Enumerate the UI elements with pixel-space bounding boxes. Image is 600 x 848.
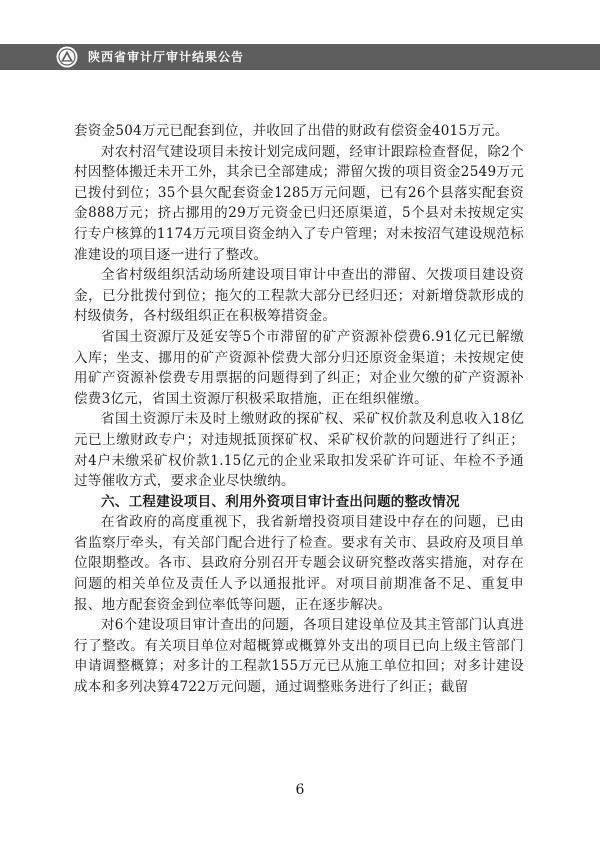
section-heading: 六、工程建设项目、利用外资项目审计查出问题的整改情况 (101, 493, 460, 510)
body-paragraph: 全省村级组织活动场所建设项目审计中查出的滞留、欠拨项目建设资金，已分批拨付到位；拖欠的工程款大部分已经归还；对新增贷款形成的村级债务，各村级组织正在积极筹措资金。 (74, 267, 524, 325)
body-paragraph: 省国土资源厅及延安等5个市滞留的矿产资源补偿费6.91亿元已解缴入库；坐支、挪用的矿产资源补偿费大部分归还原资金渠道；未按规定使用矿产资源补偿费专用票据的问题得到了纠正；对企业欠缴的矿产资源补偿费3亿元，省国土资源厅积极采取措施，正在组织催缴。 (74, 328, 524, 407)
body-paragraph: 省国土资源厅未及时上缴财政的探矿权、采矿权价款及利息收入18亿元已上缴财政专户；对违规抵顶探矿权、采矿权价款的问题进行了纠正；对4户未缴采矿权价款1.15亿元的企业采取扣发采矿许可证、年检不予通过等催收方式，要求企业尽快缴纳。 (74, 411, 524, 490)
page-body (74, 121, 524, 698)
body-paragraph: 对6个建设项目审计查出的问题，各项目建设单位及其主管部门认真进行了整改。有关项目单位对超概算或概算外支出的项目已向上级主管部门申请调整概算；对多计的工程款155万元已从施工单位扣回；对多计建设成本和多列决算4722万元问题，通过调整账务进行了纠正；截留 (74, 617, 524, 696)
body-paragraph: 对农村沼气建设项目未按计划完成问题，经审计跟踪检查督促，除2个村因整体搬迁未开工外，其余已全部建成；滞留欠拨的项目资金2549万元已拨付到位；35个县欠配套资金1285万元问题，已有26个县落实配套资金888万元；挤占挪用的29万元资金已归还原渠道，5个县对未按规定实行专户核算的1174万元项目资金纳入了专户管理；对未按沼气建设规范标准建设的项目逐一进行了整改。 (74, 143, 524, 263)
header-title: 陕西省审计厅审计结果公告 (88, 50, 245, 64)
audit-emblem-icon (56, 46, 78, 68)
body-paragraph: 套资金504万元已配套到位，并收回了出借的财政有偿资金4015万元。 (74, 123, 509, 139)
body-paragraph: 在省政府的高度重视下，我省新增投资项目建设中存在的问题，已由省监察厅牵头，有关部门配合进行了检查。要求有关市、县政府及项目单位限期整改。各市、县政府分别召开专题会议研究整改落实措施，对存在问题的相关单位及责任人予以通报批评。对项目前期准备不足、重复申报、地方配套资金到位率低等问题，正在逐步解决。 (74, 514, 524, 613)
page-number: 6 (295, 782, 305, 798)
